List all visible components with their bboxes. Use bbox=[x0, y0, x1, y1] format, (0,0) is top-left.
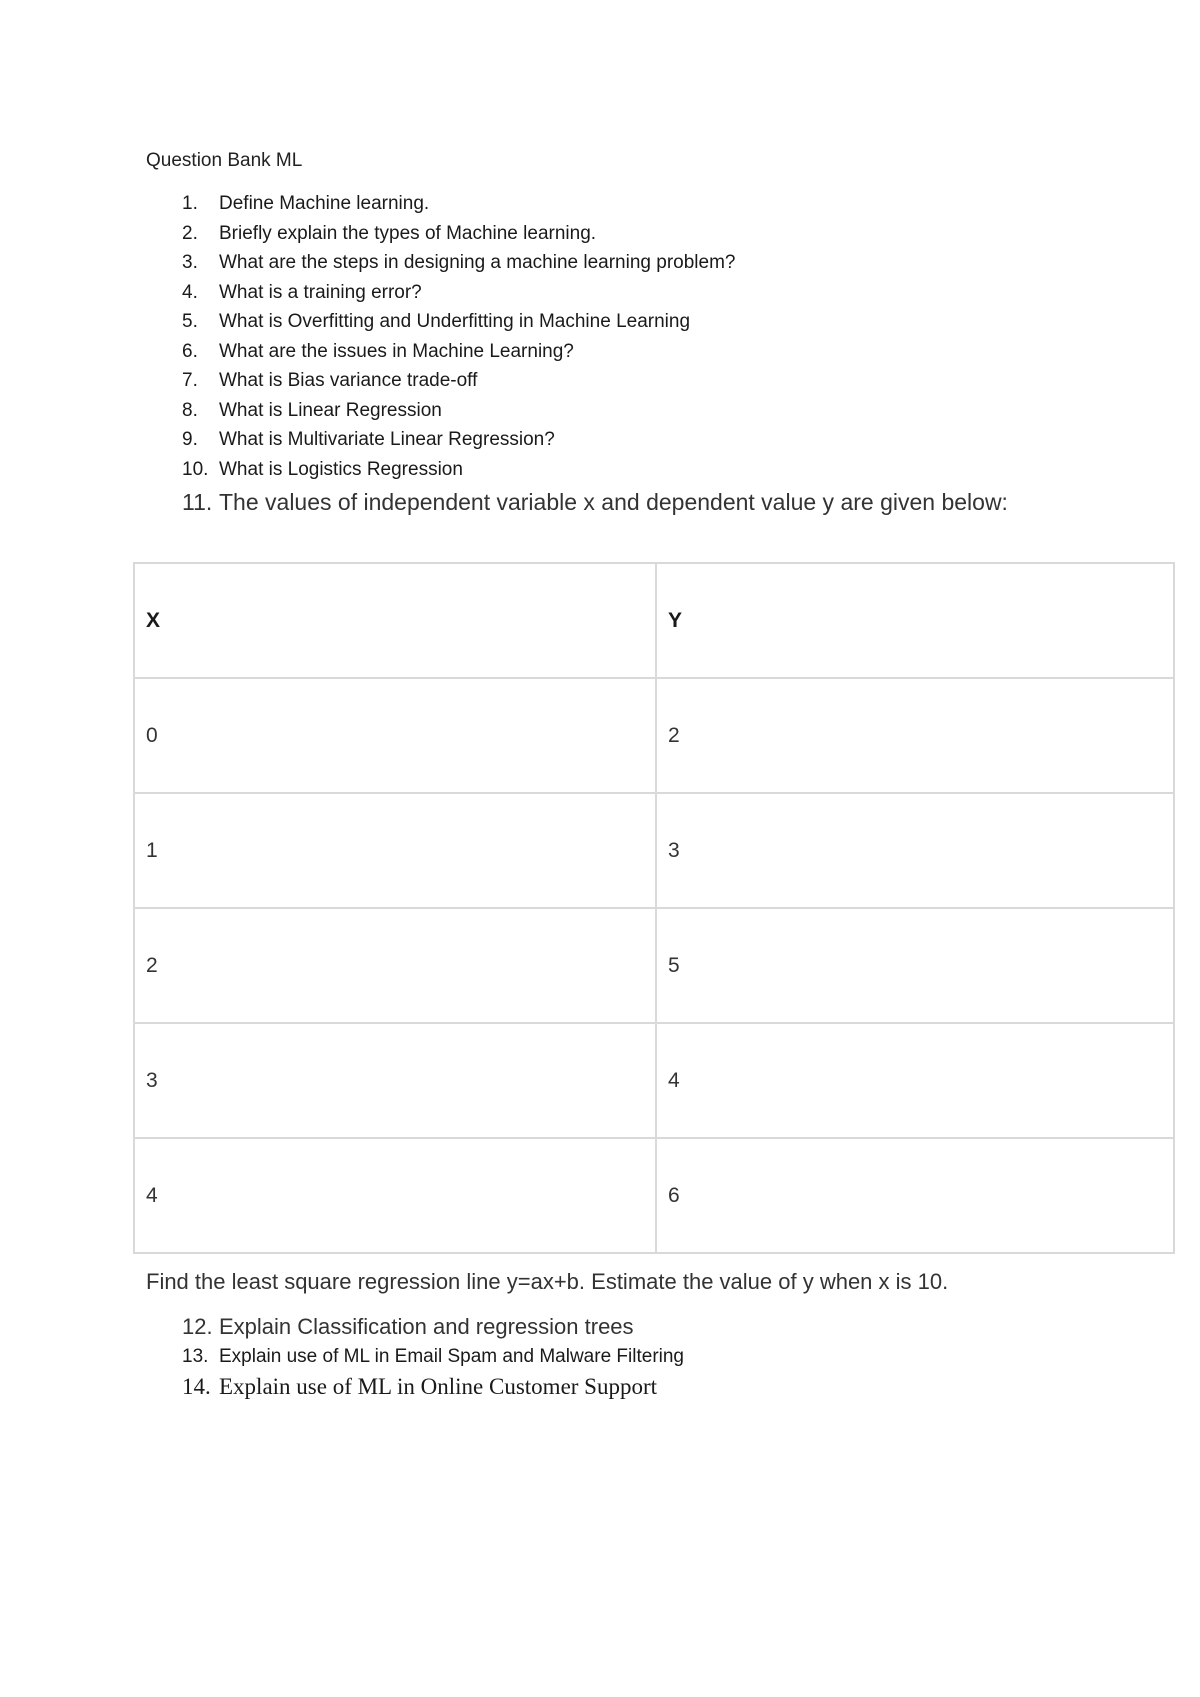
question-item-14 bbox=[146, 1373, 1146, 1403]
question-item-3 bbox=[146, 251, 1146, 281]
cell-x: 2 bbox=[134, 908, 656, 1023]
question-item-10 bbox=[146, 458, 1146, 488]
document-title: Question Bank ML bbox=[146, 150, 303, 171]
question-item-4 bbox=[146, 281, 1146, 311]
table-row bbox=[134, 908, 1174, 1023]
question-text: What is a training error? bbox=[219, 281, 422, 303]
regression-instruction: Find the least square regression line y=ax+b. Estimate the value of y when x is 10. bbox=[146, 1269, 949, 1294]
table-row bbox=[134, 1023, 1174, 1138]
question-number: 6. bbox=[182, 340, 198, 362]
question-text: The values of independent variable x and dependent value y are given below: bbox=[219, 489, 1008, 515]
question-number: 10. bbox=[182, 458, 209, 480]
question-item-8 bbox=[146, 399, 1146, 429]
question-item-6 bbox=[146, 340, 1146, 370]
cell-y: 2 bbox=[656, 678, 1174, 793]
question-number: 13. bbox=[182, 1346, 209, 1367]
question-item-1 bbox=[146, 192, 1146, 222]
question-number: 11. bbox=[182, 489, 213, 515]
question-item-12 bbox=[146, 1313, 1146, 1343]
question-item-2 bbox=[146, 222, 1146, 252]
cell-x: 4 bbox=[134, 1138, 656, 1253]
question-number: 7. bbox=[182, 370, 198, 391]
question-number: 2. bbox=[182, 222, 198, 244]
question-item-13 bbox=[146, 1343, 1146, 1373]
question-number: 1. bbox=[182, 193, 198, 214]
question-list bbox=[146, 192, 1146, 521]
question-text: Explain use of ML in Email Spam and Malware Filtering bbox=[219, 1346, 684, 1367]
question-list-continued bbox=[146, 1313, 1146, 1403]
cell-x: 0 bbox=[134, 678, 656, 793]
table-header-row bbox=[134, 563, 1174, 678]
column-header-x: X bbox=[134, 563, 656, 678]
table-row bbox=[134, 678, 1174, 793]
question-number: 3. bbox=[182, 252, 198, 273]
column-header-y: Y bbox=[656, 563, 1174, 678]
question-text: What is Multivariate Linear Regression? bbox=[219, 429, 555, 450]
cell-x: 3 bbox=[134, 1023, 656, 1138]
cell-x: 1 bbox=[134, 793, 656, 908]
question-text: What is Linear Regression bbox=[219, 399, 442, 421]
table-row bbox=[134, 1138, 1174, 1253]
question-item-7 bbox=[146, 369, 1146, 399]
question-number: 14. bbox=[182, 1374, 211, 1399]
cell-y: 3 bbox=[656, 793, 1174, 908]
table-row bbox=[134, 793, 1174, 908]
cell-y: 5 bbox=[656, 908, 1174, 1023]
question-text: What are the issues in Machine Learning? bbox=[219, 340, 574, 362]
question-text: Briefly explain the types of Machine learning. bbox=[219, 222, 597, 244]
question-item-11 bbox=[146, 487, 1146, 521]
cell-y: 4 bbox=[656, 1023, 1174, 1138]
question-text: What is Bias variance trade-off bbox=[219, 370, 478, 391]
question-item-5 bbox=[146, 310, 1146, 340]
question-number: 5. bbox=[182, 311, 198, 332]
question-number: 8. bbox=[182, 399, 198, 421]
question-text: Define Machine learning. bbox=[219, 193, 430, 214]
question-number: 4. bbox=[182, 281, 198, 303]
question-text: Explain Classification and regression trees bbox=[219, 1314, 634, 1339]
question-text: What is Logistics Regression bbox=[219, 458, 463, 480]
question-text: What are the steps in designing a machine learning problem? bbox=[219, 252, 736, 273]
cell-y: 6 bbox=[656, 1138, 1174, 1253]
question-text: Explain use of ML in Online Customer Support bbox=[219, 1374, 658, 1399]
question-number: 12. bbox=[182, 1314, 213, 1339]
xy-data-table bbox=[133, 562, 1175, 1254]
question-number: 9. bbox=[182, 429, 198, 450]
question-text: What is Overfitting and Underfitting in Machine Learning bbox=[219, 311, 691, 332]
question-item-9 bbox=[146, 428, 1146, 458]
